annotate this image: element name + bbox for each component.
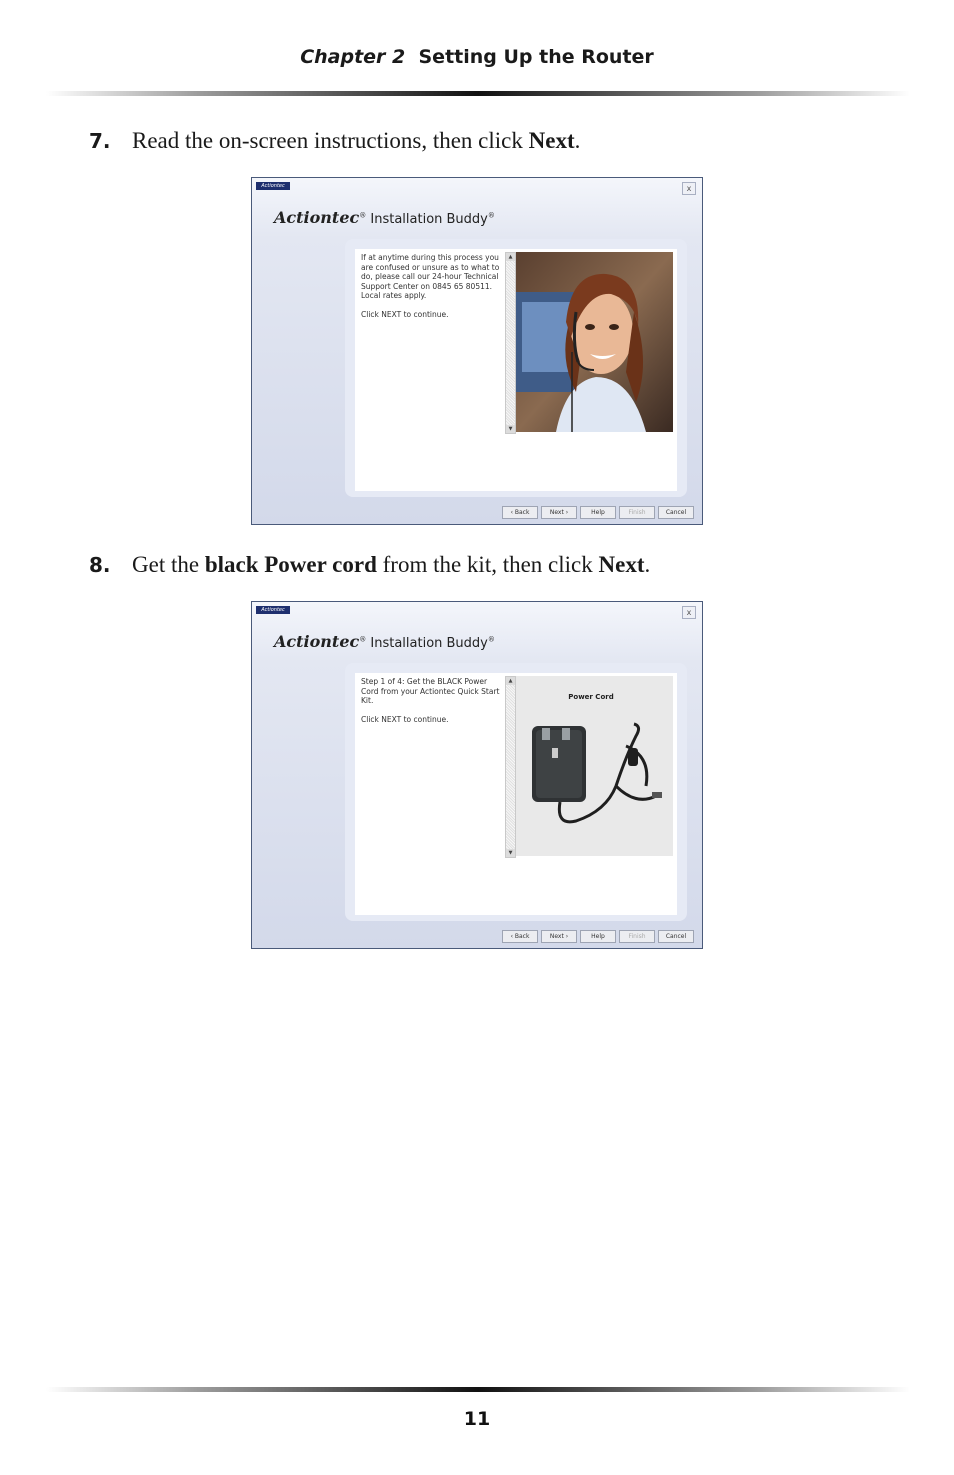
power-cord-photo [516, 676, 673, 856]
dialog-brand [274, 208, 495, 227]
finish-button: Finish [619, 506, 655, 519]
step-bold: Next [528, 128, 575, 153]
close-icon[interactable]: x [682, 606, 696, 619]
continue-paragraph: Click NEXT to continue. [361, 714, 449, 724]
chapter-title: Setting Up the Router [418, 46, 654, 68]
scroll-down-icon[interactable]: ▼ [506, 425, 515, 433]
step-7 [89, 128, 580, 154]
instructions-text [361, 677, 503, 733]
title-reg: ® [487, 211, 495, 220]
cancel-button[interactable]: Cancel [658, 930, 694, 943]
help-button[interactable]: Help [580, 506, 616, 519]
finish-button: Finish [619, 930, 655, 943]
scroll-up-icon[interactable]: ▲ [506, 677, 515, 685]
step-text: Read the on-screen instructions, then click [132, 128, 529, 153]
logo-reg: ® [359, 211, 367, 220]
help-button[interactable]: Help [580, 930, 616, 943]
scroll-down-icon[interactable]: ▼ [506, 849, 515, 857]
step-8 [89, 552, 650, 578]
back-button[interactable]: ‹ Back [502, 930, 538, 943]
step-text: Get the [132, 552, 205, 577]
step-number: 7. [89, 129, 111, 153]
header-rule [46, 91, 910, 96]
next-button[interactable]: Next › [541, 506, 577, 519]
dialog-brand [274, 632, 495, 651]
support-agent-photo [516, 252, 673, 432]
back-button[interactable]: ‹ Back [502, 506, 538, 519]
cancel-button[interactable]: Cancel [658, 506, 694, 519]
step-bold: black Power cord [204, 552, 377, 577]
actiontec-logo: Actiontec [274, 632, 360, 651]
installation-buddy-screenshot-support [251, 177, 703, 525]
step-end: . [644, 552, 651, 577]
step-bold-next: Next [598, 552, 645, 577]
close-icon[interactable]: x [682, 182, 696, 195]
continue-paragraph: Click NEXT to continue. [361, 309, 449, 319]
actiontec-badge: Actiontec [256, 182, 290, 190]
step-text-mid: from the kit, then click [376, 552, 599, 577]
chapter-label: Chapter 2 [300, 46, 406, 68]
content-panel [345, 663, 687, 921]
installation-buddy-screenshot-power-cord [251, 601, 703, 949]
dialog-title: Installation Buddy [366, 636, 488, 651]
content-panel [345, 239, 687, 497]
power-cord-caption: Power Cord [568, 693, 614, 701]
chapter-header [0, 46, 954, 68]
page-number: 11 [463, 1408, 491, 1430]
text-scrollbar[interactable] [505, 676, 516, 858]
next-button[interactable]: Next › [541, 930, 577, 943]
instructions-text [361, 253, 503, 329]
wizard-buttons [502, 930, 694, 943]
step-instruction-paragraph: Step 1 of 4: Get the BLACK Power Cord from your Actiontec Quick Start Kit. [361, 677, 500, 706]
actiontec-badge: Actiontec [256, 606, 290, 614]
step-number: 8. [89, 553, 111, 577]
step-end: . [574, 128, 581, 153]
wizard-buttons [502, 506, 694, 519]
dialog-title: Installation Buddy [366, 212, 488, 227]
scroll-up-icon[interactable]: ▲ [506, 253, 515, 261]
actiontec-logo: Actiontec [274, 208, 360, 227]
footer-rule [46, 1387, 910, 1392]
support-paragraph: If at anytime during this process you are confused or unsure as to what to do, please call our 24-hour Technical Support Center on 0845 65 80511. Local rates apply. [361, 253, 500, 301]
content-inner [355, 673, 677, 915]
title-reg: ® [487, 635, 495, 644]
text-scrollbar[interactable] [505, 252, 516, 434]
content-inner [355, 249, 677, 491]
logo-reg: ® [359, 635, 367, 644]
